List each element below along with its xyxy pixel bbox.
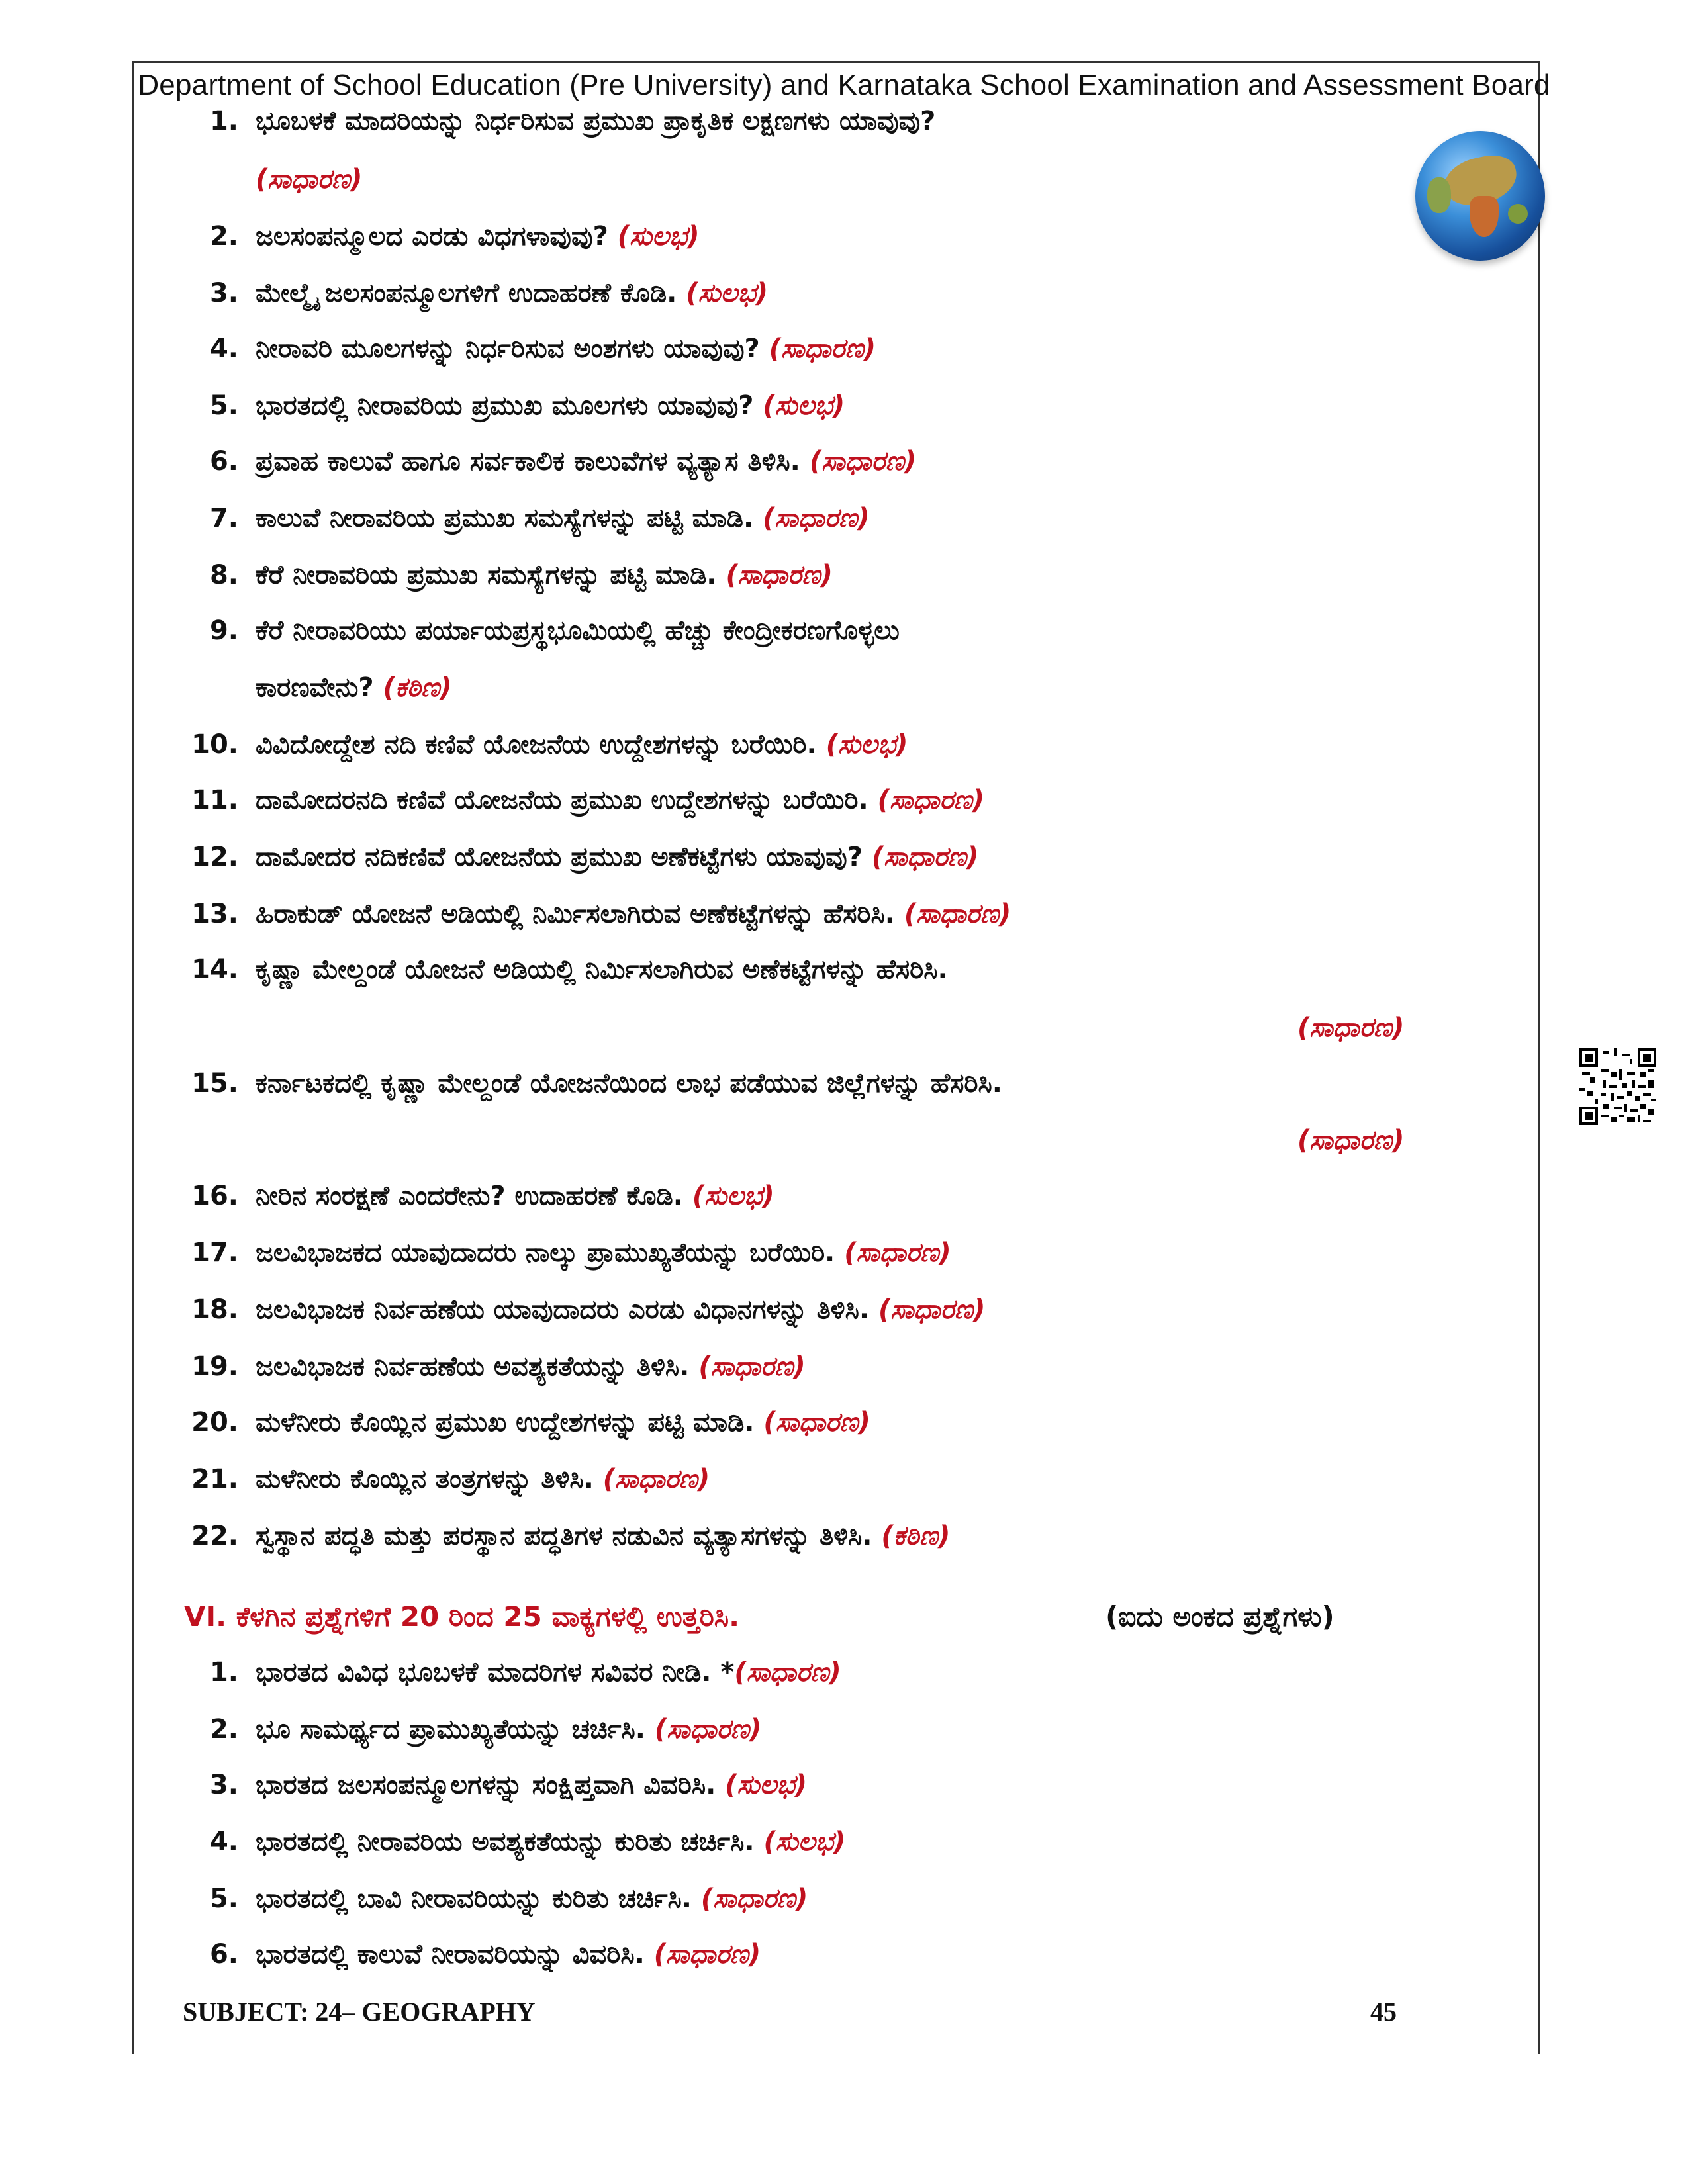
question-22: 22. ಸ್ವಸ್ಥಾನ ಪದ್ಧತಿ ಮತ್ತು ಪರಸ್ಥಾನ ಪದ್ಧತಿಗಳ ನಡುವಿನ ವ್ಯತ್ಯಾಸಗಳನ್ನು ತಿಳಿಸಿ. (ಕಠಿಣ) xyxy=(191,1521,951,1551)
question-5: 5. ಭಾರತದಲ್ಲಿ ನೀರಾವರಿಯ ಪ್ರಮುಖ ಮೂಲಗಳು ಯಾವುವು? (ಸುಲಭ) xyxy=(209,390,845,421)
long-question-1: 1. ಭಾರತದ ವಿವಿಧ ಭೂಬಳಕೆ ಮಾದರಿಗಳ ಸವಿವರ ನೀಡಿ. *(ಸಾಧಾರಣ) xyxy=(209,1657,841,1688)
question-13: 13. ಹಿರಾಕುಡ್ ಯೋಜನೆ ಅಡಿಯಲ್ಲಿ ನಿರ್ಮಿಸಲಾಗಿರುವ ಅಣೆಕಟ್ಟೆಗಳನ್ನು ಹೆಸರಿಸಿ. (ಸಾಧಾರಣ) xyxy=(191,899,1011,929)
globe-icon xyxy=(1415,131,1545,261)
question-8: 8. ಕೆರೆ ನೀರಾವರಿಯ ಪ್ರಮುಖ ಸಮಸ್ಯೆಗಳನ್ನು ಪಟ್ಟಿ ಮಾಡಿ. (ಸಾಧಾರಣ) xyxy=(209,560,833,590)
qr-code xyxy=(1578,1048,1658,1125)
question-18: 18. ಜಲವಿಭಾಜಕ ನಿರ್ವಹಣೆಯ ಯಾವುದಾದರು ಎರಡು ವಿಧಾನಗಳನ್ನು ತಿಳಿಸಿ. (ಸಾಧಾರಣ) xyxy=(191,1295,986,1325)
question-7: 7. ಕಾಲುವೆ ನೀರಾವರಿಯ ಪ್ರಮುಖ ಸಮಸ್ಯೆಗಳನ್ನು ಪಟ್ಟಿ ಮಾಡಿ. (ಸಾಧಾರಣ) xyxy=(209,503,870,533)
long-question-6: 6. ಭಾರತದಲ್ಲಿ ಕಾಲುವೆ ನೀರಾವರಿಯನ್ನು ವಿವರಿಸಿ. (ಸಾಧಾರಣ) xyxy=(209,1939,761,1970)
question-1: 1. ಭೂಬಳಕೆ ಮಾದರಿಯನ್ನು ನಿರ್ಧರಿಸುವ ಪ್ರಮುಖ ಪ್ರಾಕೃತಿಕ ಲಕ್ಷಣಗಳು ಯಾವುವು? xyxy=(209,106,936,136)
question-10: 10. ವಿವಿದೋದ್ದೇಶ ನದಿ ಕಣಿವೆ ಯೋಜನೆಯ ಉದ್ದೇಶಗಳನ್ನು ಬರೆಯಿರಿ. (ಸುಲಭ) xyxy=(191,729,908,760)
page-number: 45 xyxy=(1370,1997,1397,2026)
long-question-2: 2. ಭೂ ಸಾಮರ್ಥ್ಯದ ಪ್ರಾಮುಖ್ಯತೆಯನ್ನು ಚರ್ಚಿಸಿ. (ಸಾಧಾರಣ) xyxy=(209,1714,762,1745)
question-16: 16. ನೀರಿನ ಸಂರಕ್ಷಣೆ ಎಂದರೇನು? ಉದಾಹರಣೆ ಕೊಡಿ. (ಸುಲಭ) xyxy=(191,1181,774,1211)
footer-subject: SUBJECT: 24– GEOGRAPHY xyxy=(183,1997,536,2026)
question-20: 20. ಮಳೆನೀರು ಕೊಯ್ಲಿನ ಪ್ರಮುಖ ಉದ್ದೇಶಗಳನ್ನು ಪಟ್ಟಿ ಮಾಡಿ. (ಸಾಧಾರಣ) xyxy=(191,1407,870,1437)
question-15: 15. ಕರ್ನಾಟಕದಲ್ಲಿ ಕೃಷ್ಣಾ ಮೇಲ್ದಂಡೆ ಯೋಜನೆಯಿಂದ ಲಾಭ ಪಡೆಯುವ ಜಿಲ್ಲೆಗಳನ್ನು ಹೆಸರಿಸಿ. xyxy=(191,1068,1002,1099)
question-11: 11. ದಾಮೋದರನದಿ ಕಣಿವೆ ಯೋಜನೆಯ ಪ್ರಮುಖ ಉದ್ದೇಶಗಳನ್ನು ಬರೆಯಿರಿ. (ಸಾಧಾರಣ) xyxy=(191,785,985,815)
long-question-3: 3. ಭಾರತದ ಜಲಸಂಪನ್ಮೂಲಗಳನ್ನು ಸಂಕ್ಷಿಪ್ತವಾಗಿ ವಿವರಿಸಿ. (ಸುಲಭ) xyxy=(209,1770,807,1800)
question-6: 6. ಪ್ರವಾಹ ಕಾಲುವೆ ಹಾಗೂ ಸರ್ವಕಾಲಿಕ ಕಾಲುವೆಗಳ ವ್ಯತ್ಯಾಸ ತಿಳಿಸಿ. (ಸಾಧಾರಣ) xyxy=(209,446,917,477)
question-14-tag: (ಸಾಧಾರಣ) xyxy=(1297,1013,1405,1043)
section-title: VI. ಕೆಳಗಿನ ಪ್ರಶ್ನೆಗಳಿಗೆ 20 ರಿಂದ 25 ವಾಕ್ಯಗಳಲ್ಲಿ ಉತ್ತರಿಸಿ. xyxy=(184,1600,740,1633)
page-header: Department of School Education (Pre University) and Karnataka School Examination and Assessment Board xyxy=(138,69,1550,101)
question-3: 3. ಮೇಲ್ಮೈ ಜಲಸಂಪನ್ಮೂಲಗಳಿಗೆ ಉದಾಹರಣೆ ಕೊಡಿ. (ಸುಲಭ) xyxy=(209,278,769,308)
question-1-tag: (ಸಾಧಾರಣ) xyxy=(256,164,363,195)
question-14: 14. ಕೃಷ್ಣಾ ಮೇಲ್ದಂಡೆ ಯೋಜನೆ ಅಡಿಯಲ್ಲಿ ನಿರ್ಮಿಸಲಾಗಿರುವ ಅಣೆಕಟ್ಟೆಗಳನ್ನು ಹೆಸರಿಸಿ. xyxy=(191,954,948,985)
question-12: 12. ದಾಮೋದರ ನದಿಕಣಿವೆ ಯೋಜನೆಯ ಪ್ರಮುಖ ಅಣೆಕಟ್ಟೆಗಳು ಯಾವುವು? (ಸಾಧಾರಣ) xyxy=(191,842,979,872)
question-15-tag: (ಸಾಧಾರಣ) xyxy=(1297,1125,1405,1156)
section-marks: (ಐದು ಅಂಕದ ಪ್ರಶ್ನೆಗಳು) xyxy=(1105,1600,1335,1633)
question-19: 19. ಜಲವಿಭಾಜಕ ನಿರ್ವಹಣೆಯ ಅವಶ್ಯಕತೆಯನ್ನು ತಿಳಿಸಿ. (ಸಾಧಾರಣ) xyxy=(191,1351,806,1382)
long-question-5: 5. ಭಾರತದಲ್ಲಿ ಬಾವಿ ನೀರಾವರಿಯನ್ನು ಕುರಿತು ಚರ್ಚಿಸಿ. (ಸಾಧಾರಣ) xyxy=(209,1884,808,1914)
question-9-line2: ಕಾರಣವೇನು? (ಕಠಿಣ) xyxy=(256,672,452,703)
question-17: 17. ಜಲವಿಭಾಜಕದ ಯಾವುದಾದರು ನಾಲ್ಕು ಪ್ರಾಮುಖ್ಯತೆಯನ್ನು ಬರೆಯಿರಿ. (ಸಾಧಾರಣ) xyxy=(191,1238,951,1268)
question-2: 2. ಜಲಸಂಪನ್ಮೂಲದ ಎರಡು ವಿಧಗಳಾವುವು? (ಸುಲಭ) xyxy=(209,221,700,251)
long-question-4: 4. ಭಾರತದಲ್ಲಿ ನೀರಾವರಿಯ ಅವಶ್ಯಕತೆಯನ್ನು ಕುರಿತು ಚರ್ಚಿಸಿ. (ಸುಲಭ) xyxy=(209,1827,846,1857)
question-9: 9. ಕೆರೆ ನೀರಾವರಿಯು ಪರ್ಯಾಯಪ್ರಸ್ಥಭೂಮಿಯಲ್ಲಿ ಹೆಚ್ಚು ಕೇಂದ್ರೀಕರಣಗೊಳ್ಳಲು xyxy=(209,615,900,646)
question-21: 21. ಮಳೆನೀರು ಕೊಯ್ಲಿನ ತಂತ್ರಗಳನ್ನು ತಿಳಿಸಿ. (ಸಾಧಾರಣ) xyxy=(191,1464,710,1494)
question-4: 4. ನೀರಾವರಿ ಮೂಲಗಳನ್ನು ನಿರ್ಧರಿಸುವ ಅಂಶಗಳು ಯಾವುವು? (ಸಾಧಾರಣ) xyxy=(209,334,876,364)
